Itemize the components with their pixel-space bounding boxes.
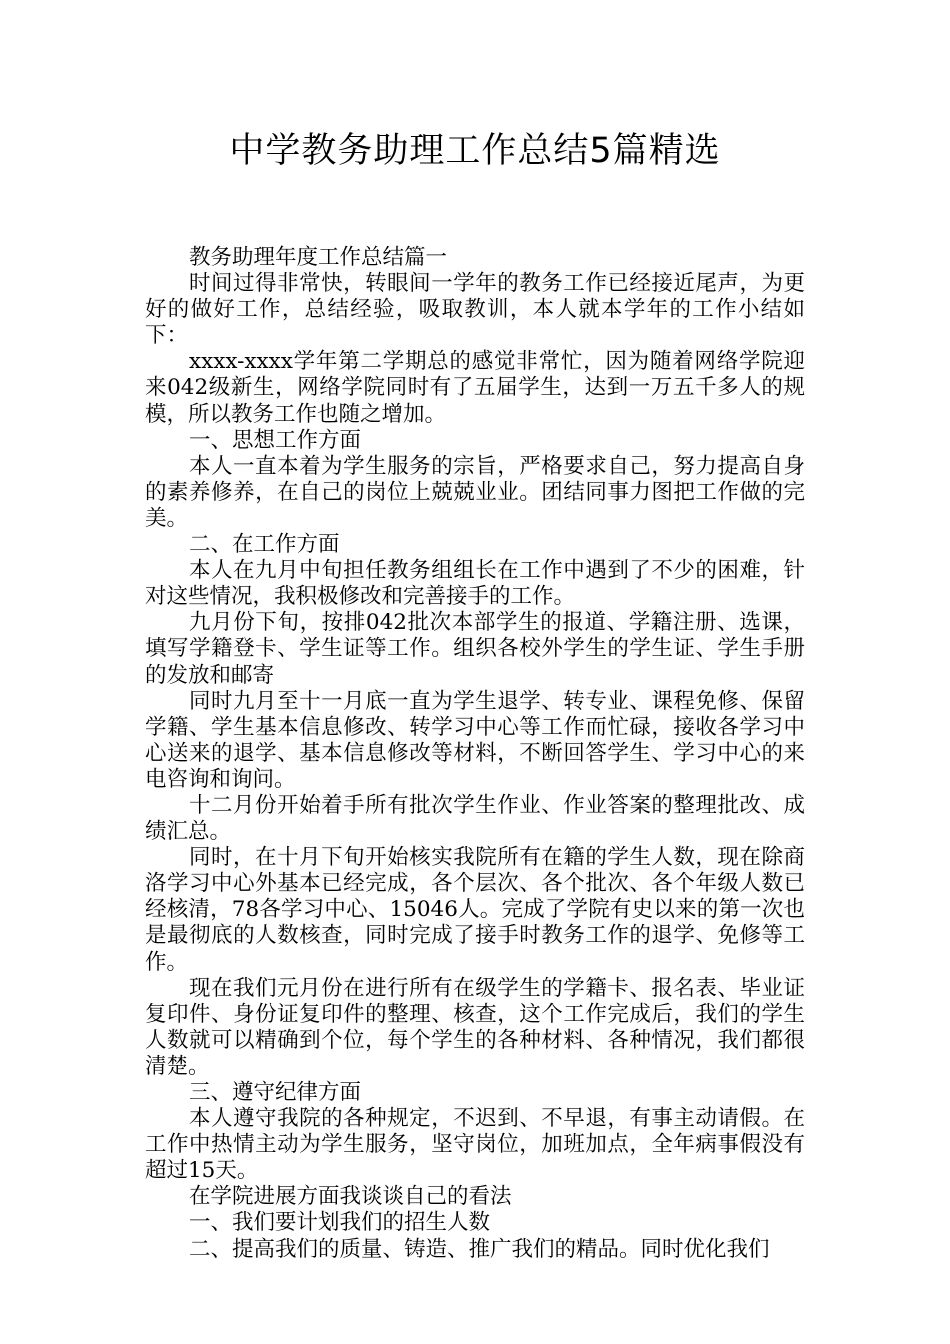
paragraph: 十二月份开始着手所有批次学生作业、作业答案的整理批改、成绩汇总。 xyxy=(145,792,805,845)
paragraph: 九月份下旬，按排042批次本部学生的报道、学籍注册、选课，填写学籍登卡、学生证等工作。组织各校外学生的学生证、学生手册的发放和邮寄 xyxy=(145,610,805,688)
section-heading: 一、思想工作方面 xyxy=(189,427,362,453)
paragraph: 本人一直本着为学生服务的宗旨，严格要求自己，努力提高自身的素养修养，在自己的岗位上兢兢业业。团结同事力图把工作做的完美。 xyxy=(145,453,805,531)
section-heading: 二、在工作方面 xyxy=(189,532,340,558)
paragraph: 同时，在十月下旬开始核实我院所有在籍的学生人数，现在除商洛学习中心外基本已经完成，各个层次、各个批次、各个年级人数已经核清，78各学习中心、15046人。完成了学院有史以来的第一次也是最彻底的人数核查，同时完成了接手时教务工作的退学、免修等工作。 xyxy=(145,845,805,975)
section-heading: 三、遵守纪律方面 xyxy=(189,1080,362,1105)
paragraph: 时间过得非常快，转眼间一学年的教务工作已经接近尾声，为更好的做好工作，总结经验，吸取教训，本人就本学年的工作小结如下： xyxy=(145,271,805,349)
section-heading: 教务助理年度工作总结篇一 xyxy=(189,245,448,270)
list-item: 二、提高我们的质量、铸造、推广我们的精品。同时优化我们 xyxy=(189,1236,770,1262)
document-title: 中学教务助理工作总结5篇精选 xyxy=(229,131,721,171)
paragraph: 在学院进展方面我谈谈自己的看法 xyxy=(189,1184,512,1210)
paragraph: 本人遵守我院的各种规定，不迟到、不早退，有事主动请假。在工作中热情主动为学生服务，坚守岗位，加班加点，全年病事假没有超过15天。 xyxy=(145,1106,805,1184)
list-item: 一、我们要计划我们的招生人数 xyxy=(189,1210,491,1236)
paragraph: 本人在九月中旬担任教务组组长在工作中遇到了不少的困难，针对这些情况，我积极修改和完善接手的工作。 xyxy=(145,558,805,610)
paragraph: 现在我们元月份在进行所有在级学生的学籍卡、报名表、毕业证复印件、身份证复印件的整理、核查，这个工作完成后，我们的学生人数就可以精确到个位，每个学生的各种材料、各种情况，我们都很清楚。 xyxy=(145,975,805,1079)
document-body xyxy=(145,245,805,1263)
paragraph: xxxx-xxxx学年第二学期总的感觉非常忙，因为随着网络学院迎来042级新生，网络学院同时有了五届学生，达到一万五千多人的规模，所以教务工作也随之增加。 xyxy=(145,349,805,427)
paragraph: 同时九月至十一月底一直为学生退学、转专业、课程免修、保留学籍、学生基本信息修改、转学习中心等工作而忙碌，接收各学习中心送来的退学、基本信息修改等材料，不断回答学生、学习中心的来电咨询和询问。 xyxy=(145,688,805,792)
